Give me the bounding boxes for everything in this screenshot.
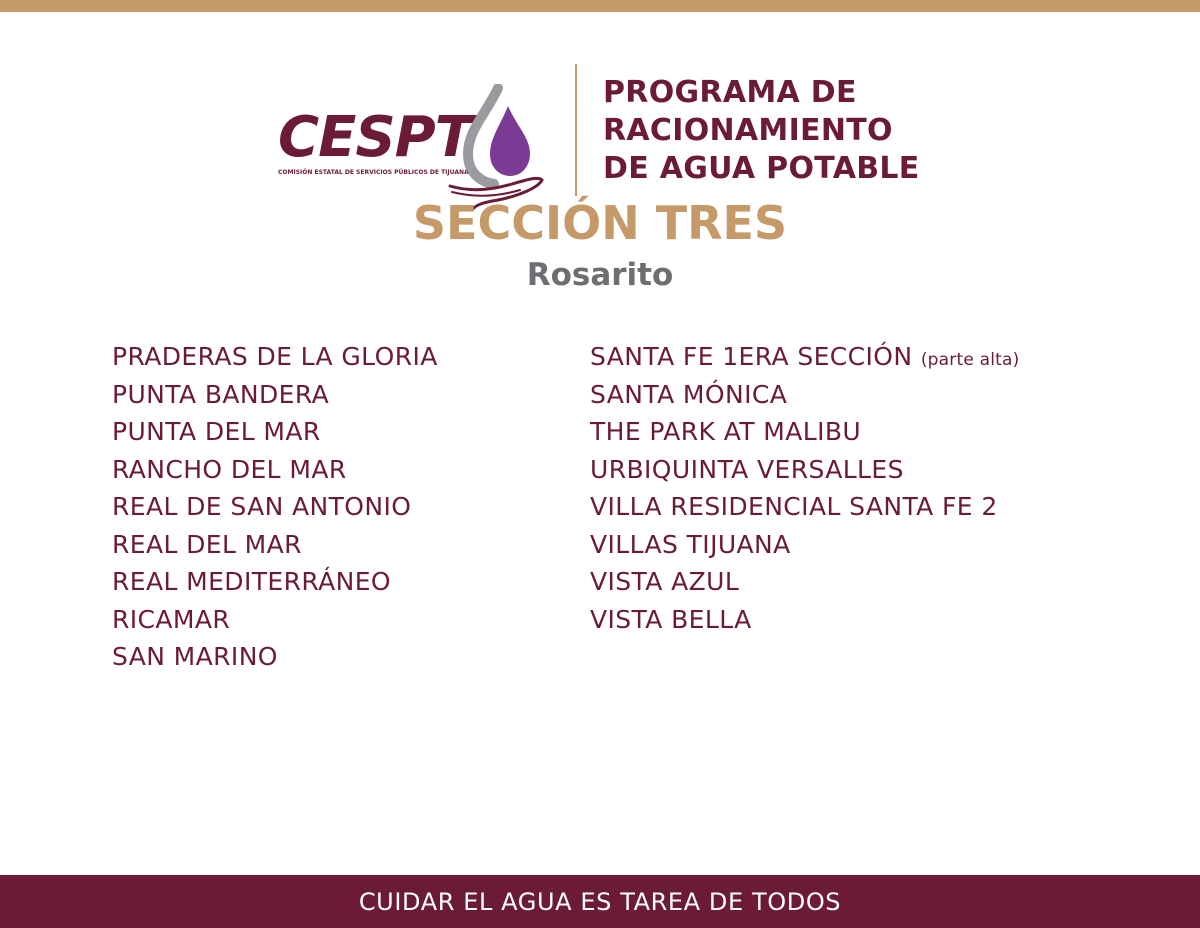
neighborhood-name: SANTA MÓNICA	[590, 379, 788, 409]
neighborhood-item	[590, 451, 1170, 489]
neighborhood-item	[590, 563, 1170, 601]
neighborhood-item: PUNTA DEL MAR	[112, 417, 321, 446]
neighborhood-note: (parte alta)	[920, 350, 1020, 370]
neighborhood-list-right	[590, 338, 1170, 638]
top-accent-bar	[0, 0, 1200, 12]
neighborhood-item: PUNTA BANDERA	[112, 379, 330, 409]
neighborhood-item	[590, 601, 1170, 639]
header-divider	[575, 64, 577, 196]
neighborhood-item: RANCHO DEL MAR	[112, 454, 347, 484]
footer-banner	[0, 875, 1200, 928]
neighborhood-name: VILLA RESIDENCIAL SANTA FE 2	[590, 492, 998, 521]
neighborhood-name: URBIQUINTA VERSALLES	[590, 454, 904, 484]
program-title	[603, 74, 1023, 188]
neighborhood-name: THE PARK AT MALIBU	[590, 417, 862, 446]
neighborhood-name: VISTA BELLA	[590, 604, 752, 634]
neighborhood-item: SAN MARINO	[112, 642, 278, 671]
section-subtitle: Rosarito	[526, 257, 674, 293]
neighborhood-item	[590, 488, 1170, 526]
neighborhood-item: REAL MEDITERRÁNEO	[112, 567, 392, 596]
neighborhood-list-left	[112, 338, 552, 676]
neighborhood-item: REAL DEL MAR	[112, 529, 302, 559]
neighborhood-item	[590, 413, 1170, 451]
program-title-line: PROGRAMA DE	[603, 75, 857, 110]
section-title: SECCIÓN TRES	[412, 196, 788, 250]
neighborhood-name: VISTA AZUL	[590, 567, 740, 596]
neighborhood-item: REAL DE SAN ANTONIO	[112, 492, 412, 521]
neighborhood-item	[590, 376, 1170, 414]
neighborhood-name: SANTA FE 1ERA SECCIÓN	[590, 342, 913, 371]
neighborhood-item	[590, 338, 1170, 376]
logo-subtext: COMISIÓN ESTATAL DE SERVICIOS PÚBLICOS DE TIJUANA	[278, 169, 469, 176]
neighborhood-item: PRADERAS DE LA GLORIA	[112, 342, 438, 371]
neighborhood-name: VILLAS TIJUANA	[590, 529, 791, 559]
header	[0, 30, 1200, 186]
logo-wordmark: CESPT	[278, 105, 472, 170]
program-title-line: RACIONAMIENTO	[603, 113, 893, 148]
footer-slogan: CUIDAR EL AGUA ES TAREA DE TODOS	[358, 888, 842, 916]
program-title-line: DE AGUA POTABLE	[603, 151, 920, 186]
neighborhood-item	[590, 526, 1170, 564]
cespt-logo	[278, 58, 543, 186]
neighborhood-item: RICAMAR	[112, 604, 231, 634]
